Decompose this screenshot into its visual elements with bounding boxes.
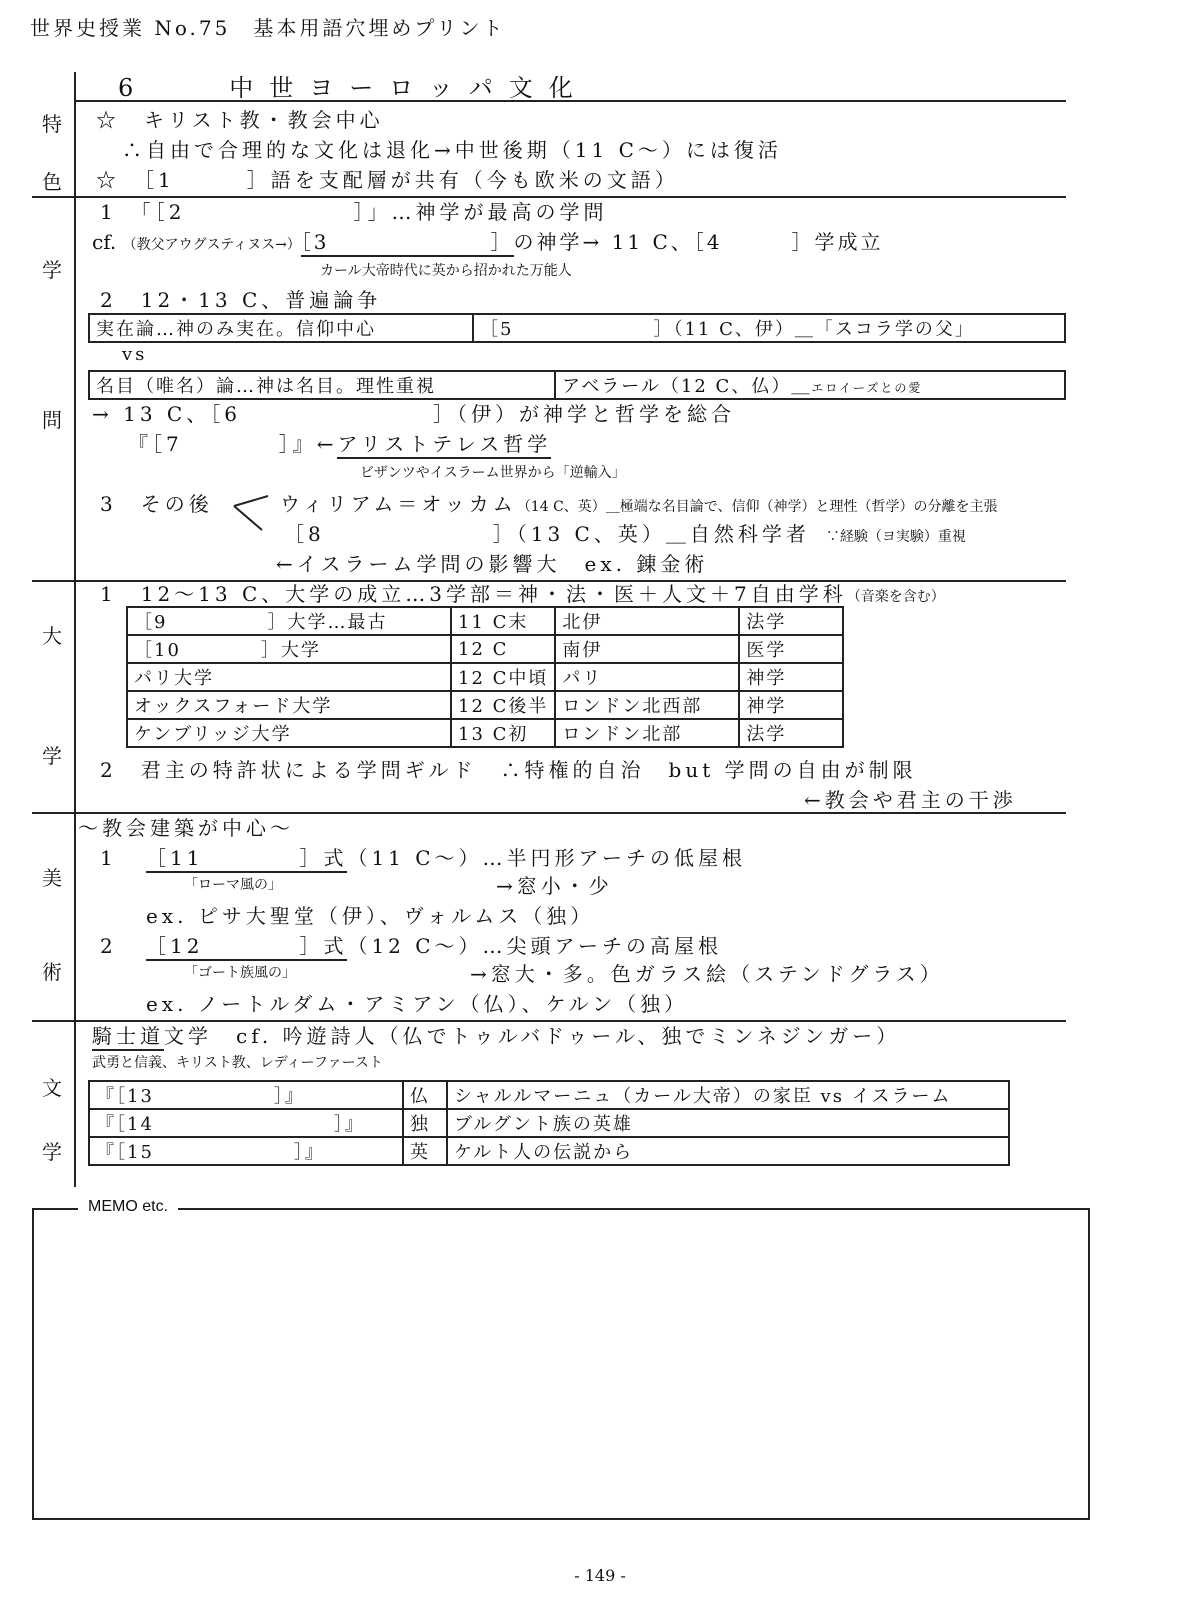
music-note: （音楽を含む） — [846, 589, 945, 605]
university-row-cell: 13 C初 — [451, 719, 555, 747]
university-row-cell: パリ大学 — [127, 663, 451, 691]
literature-row-cell: 仏 — [403, 1081, 447, 1109]
university-row-cell: ケンブリッジ大学 — [127, 719, 451, 747]
abelard-text: アベラール（12 C、仏）＿ — [562, 376, 812, 397]
goth-style-note: 「ゴート族風の」 — [184, 965, 296, 981]
branch-mark — [232, 492, 272, 532]
university-table — [126, 606, 844, 748]
roman-style-note: 「ローマ風の」 — [184, 877, 282, 893]
university-row-cell: 北伊 — [555, 607, 739, 635]
university-row-cell: 12 C後半 — [451, 691, 555, 719]
literature-row — [89, 1137, 1009, 1165]
university-row-cell: 12 C中頃 — [451, 663, 555, 691]
university-row — [127, 663, 843, 691]
reimport-note: ビザンツやイスラーム世界から「逆輸入」 — [360, 465, 626, 481]
bacon-note: ∵経験（ヨ実験）重視 — [825, 529, 966, 545]
cf-label: cf. — [92, 230, 117, 254]
abelard-cell — [555, 371, 1065, 399]
art-row-1-num: 1 — [100, 846, 117, 870]
romanesque-window: →窓小・少 — [496, 874, 613, 898]
university-row-cell: 医学 — [739, 635, 843, 663]
chivalry-note: 武勇と信義、キリスト教、レディーファースト — [92, 1055, 383, 1071]
literature-row-cell: シャルルマーニュ（カール大帝）の家臣 vs イスラーム — [447, 1081, 1009, 1109]
scholarship-line-8: ←イスラーム学問の影響大 ex. 錬金術 — [276, 552, 709, 576]
scholarship-line-7 — [284, 524, 966, 544]
side-label-art-1: 美 — [42, 866, 62, 890]
chivalry-text: 騎士道 — [92, 1024, 164, 1051]
blank-11: ［11 ］式 — [146, 846, 347, 873]
university-row-cell: 神学 — [739, 663, 843, 691]
university-row — [127, 607, 843, 635]
page-header: 世界史授業 No.75 基本用語穴埋めプリント — [30, 16, 506, 40]
university-row-cell: パリ — [555, 663, 739, 691]
gothic-examples: ex. ノートルダム・アミアン（仏）、ケルン（独） — [146, 992, 689, 1016]
literature-row — [89, 1109, 1009, 1137]
university-line-2: 2 君主の特許状による学問ギルド ∴特権的自治 but 学問の自由が制限 — [100, 758, 917, 782]
university-row-cell: ［9 ］大学…最古 — [127, 607, 451, 635]
university-row-cell: 12 C — [451, 635, 555, 663]
university-row-cell: ［10 ］大学 — [127, 635, 451, 663]
scholarship-line-4: → 13 C、［6 ］（伊）が神学と哲学を総合 — [92, 402, 735, 426]
realism-row — [89, 314, 1065, 342]
literature-row — [89, 1081, 1009, 1109]
nominalism-row — [89, 371, 1065, 399]
gothic-desc: （12 C～）…尖頭アーチの高屋根 — [347, 934, 722, 958]
romanesque-examples: ex. ピサ大聖堂（伊）、ヴォルムス（独） — [146, 904, 595, 928]
literature-line-1-rest: 文学 cf. 吟遊詩人（仏でトゥルバドゥール、独でミンネジンガー） — [164, 1024, 901, 1048]
side-label-scholarship-2: 問 — [42, 408, 62, 432]
scholarship-line-1: 1 「［2 ］」…神学が最高の学問 — [100, 200, 608, 224]
features-line-2: ∴自由で合理的な文化は退化→中世後期（11 C～）には復活 — [122, 138, 782, 162]
romanesque-desc: （11 C～）…半円形アーチの低屋根 — [347, 846, 746, 870]
university-row-cell: 11 C末 — [451, 607, 555, 635]
side-label-literature-2: 学 — [42, 1140, 62, 1164]
features-line-3: ☆ ［1 ］語を支配層が共有（今も欧米の文語） — [96, 168, 679, 192]
blank-12: ［12 ］式 — [146, 934, 347, 961]
art-intro: ～教会建築が中心～ — [78, 816, 294, 840]
university-line-3: ←教会や君主の干渉 — [804, 788, 1017, 812]
blank-3: ［3 ］ — [301, 230, 514, 257]
university-row — [127, 691, 843, 719]
scholarship-line-3: 2 12・13 C、普遍論争 — [100, 288, 382, 312]
literature-row-cell: 英 — [403, 1137, 447, 1165]
page-number: - 149 - — [574, 1566, 626, 1585]
university-intro-text: 1 12～13 C、大学の成立…3学部＝神・法・医＋人文＋7自由学科 — [100, 582, 847, 606]
university-row-cell: オックスフォード大学 — [127, 691, 451, 719]
literature-row-cell: 『［15 ］』 — [89, 1137, 403, 1165]
literature-table — [88, 1080, 1010, 1166]
scholarship-line-5 — [128, 434, 551, 454]
alcuin-note: カール大帝時代に英から招かれた万能人 — [320, 263, 572, 279]
realism-table — [88, 313, 1066, 343]
side-label-university-2: 学 — [42, 744, 62, 768]
university-row — [127, 635, 843, 663]
features-line-1: ☆ キリスト教・教会中心 — [96, 108, 384, 132]
memo-box[interactable] — [32, 1208, 1090, 1520]
side-label-scholarship-1: 学 — [42, 258, 62, 282]
side-label-features-1: 特 — [42, 112, 62, 136]
gothic-window: →窓大・多。色ガラス絵（ステンドグラス） — [470, 962, 944, 986]
ockham-note: （14 C、英）＿極端な名目論で、信仰（神学）と理性（哲学）の分離を主張 — [516, 499, 998, 515]
divider-universities — [32, 812, 1066, 814]
heloise-note: エロイーズとの愛 — [811, 381, 923, 395]
art-row-2 — [146, 936, 722, 956]
university-row-cell: ロンドン北部 — [555, 719, 739, 747]
art-row-2-num: 2 — [100, 934, 117, 958]
university-row-cell: 南伊 — [555, 635, 739, 663]
anselm-cell: ［5 ］（11 C、伊）＿「スコラ学の父」 — [473, 314, 1065, 342]
literature-row-cell: 『［14 ］』 — [89, 1109, 403, 1137]
university-row-cell: 法学 — [739, 719, 843, 747]
literature-line-1 — [92, 1026, 900, 1046]
vs-label: vs — [122, 344, 148, 365]
divider-art — [32, 1020, 1066, 1022]
nominalism-table — [88, 370, 1066, 400]
university-row-cell: ロンドン北西部 — [555, 691, 739, 719]
section-title: 6 中世ヨーロッパ文化 — [118, 74, 589, 102]
literature-row-cell: 『［13 ］』 — [89, 1081, 403, 1109]
side-label-art-2: 術 — [42, 960, 62, 984]
scholarship-line-2-rest: の神学→ 11 C、［4 ］学成立 — [513, 230, 884, 254]
memo-label: MEMO etc. — [78, 1198, 178, 1216]
side-label-literature-1: 文 — [42, 1076, 62, 1100]
nominalism-cell: 名目（唯名）論…神は名目。理性重視 — [89, 371, 555, 399]
scholarship-line-2 — [92, 232, 884, 252]
augustine-note: （教父アウグスティヌス→） — [122, 237, 301, 253]
university-intro — [100, 584, 945, 604]
literature-row-cell: ブルグント族の英雄 — [447, 1109, 1009, 1137]
blank-7: 『［7 ］』← — [128, 432, 338, 456]
divider-features — [32, 196, 1066, 198]
ockham-text: ウィリアム＝オッカム — [280, 492, 517, 516]
scholarship-line-6b — [280, 494, 998, 514]
university-row-cell: 神学 — [739, 691, 843, 719]
scholarship-line-6a: 3 その後 — [100, 492, 213, 516]
aristotle-text: アリストテレス哲学 — [337, 432, 551, 459]
university-row — [127, 719, 843, 747]
literature-row-cell: ケルト人の伝説から — [447, 1137, 1009, 1165]
side-label-features-2: 色 — [42, 170, 62, 194]
art-row-1 — [146, 848, 746, 868]
bacon-text: ［8 ］（13 C、英）＿自然科学者 — [284, 522, 810, 546]
university-row-cell: 法学 — [739, 607, 843, 635]
side-label-university-1: 大 — [42, 624, 62, 648]
realism-cell: 実在論…神のみ実在。信仰中心 — [89, 314, 473, 342]
literature-row-cell: 独 — [403, 1109, 447, 1137]
